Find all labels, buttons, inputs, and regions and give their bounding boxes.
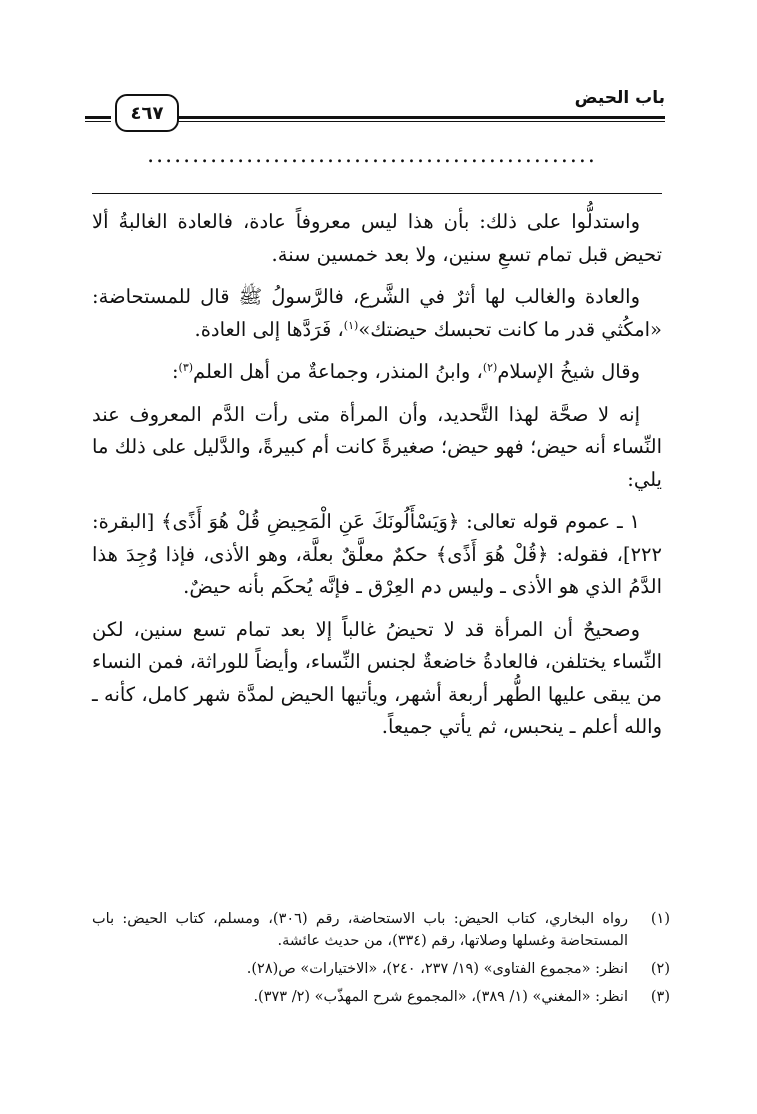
paragraph-6: وصحيحٌ أن المرأة قد لا تحيضُ غالباً إلا بعد تمام تسع سنين، لكن النِّساء يختلفن، فالعادةُ خاضعةٌ لجنس النِّساء، وأيضاً للوراثة، فمن النساء من يبقى عليها الطُّهر أربعة أشهر، ويأتيها الحيض لمدَّة شهر كامل، كأنه ـ والله أعلم ـ ينحبس، ثم يأتي جميعاً. xyxy=(92,617,662,738)
footnote-3 xyxy=(92,986,670,1008)
footnote-number: (٣) xyxy=(650,989,670,1005)
separator-line xyxy=(92,193,662,194)
paragraph-3-tail: : xyxy=(171,360,179,383)
body-text xyxy=(92,206,662,754)
paragraph-2-text: والعادة والغالب لها أثرٌ في الشَّرع، فالرَّسولُ ﷺ قال للمستحاضة: «امكُثي قدر ما كانت تحبسك حيضتك» xyxy=(92,285,662,341)
header-rule-left-thin xyxy=(85,121,111,122)
separator-dots: .................................................. xyxy=(147,143,597,168)
header-rule-left xyxy=(85,116,111,119)
footnote-text: انظر: «مجموع الفتاوى» (١٩/ ٢٣٧، ٢٤٠)، «الاختيارات» ص(٢٨). xyxy=(246,961,628,977)
paragraph-3-mid: ، وابنُ المنذر، وجماعةٌ من أهل العلم xyxy=(193,360,483,383)
footnote-text: انظر: «المغني» (١/ ٣٨٩)، «المجموع شرح المهذّب» (٢/ ٣٧٣). xyxy=(253,989,628,1005)
paragraph-1: واستدلُّوا على ذلك: بأن هذا ليس معروفاً عادة، فالعادة الغالبةُ ألا تحيض قبل تمام تسعِ سنين، ولا بعد خمسين سنة. xyxy=(92,210,662,266)
header-rule-thin xyxy=(175,121,665,122)
paragraph-3 xyxy=(92,356,662,389)
footnote-number: (١) xyxy=(650,911,670,927)
footnote-number: (٢) xyxy=(650,961,670,977)
paragraph-2-tail: ، فَرَدَّها إلى العادة. xyxy=(194,317,344,341)
footnote-2 xyxy=(92,958,670,980)
paragraph-3-text: وقال شيخُ الإسلام xyxy=(497,360,640,383)
paragraph-2 xyxy=(92,281,662,346)
footnotes xyxy=(92,908,670,1014)
paragraph-5: ١ ـ عموم قوله تعالى: ﴿وَيَسْأَلُونَكَ عَنِ الْمَحِيضِ قُلْ هُوَ أَذًى﴾ [البقرة: ٢٢٢]، فقوله: ﴿قُلْ هُوَ أَذًى﴾ حكمٌ معلَّقٌ بعلَّة، وهو الأذى، فإذا وُجِدَ هذا الدَّمُ الذي هو الأذى ـ وليس دم العِرْق ـ فإنَّه يُحكَم بأنه حيضٌ. xyxy=(92,510,662,598)
footnote-text: رواه البخاري، كتاب الحيض: باب الاستحاضة، رقم (٣٠٦)، ومسلم، كتاب الحيض: باب المستحاضة وغسلها وصلاتها، رقم (٣٣٤)، من حديث عائشة. xyxy=(92,911,629,949)
footnote-ref-2: (٢) xyxy=(482,361,498,374)
chapter-title: باب الحيض xyxy=(574,88,665,108)
paragraph-4: إنه لا صحَّة لهذا التَّحديد، وأن المرأة متى رأت الدَّم المعروف عند النِّساء أنه حيض؛ فهو حيض؛ صغيرةً كانت أم كبيرةً، والدَّليل على ذلك ما يلي: xyxy=(92,402,662,491)
footnote-1 xyxy=(92,908,670,952)
footnote-ref-1: (١) xyxy=(343,318,359,332)
page-header xyxy=(85,88,665,128)
header-rule xyxy=(175,116,665,119)
page-number: ٤٦٧ xyxy=(115,94,179,132)
footnote-ref-3: (٣) xyxy=(178,361,194,374)
